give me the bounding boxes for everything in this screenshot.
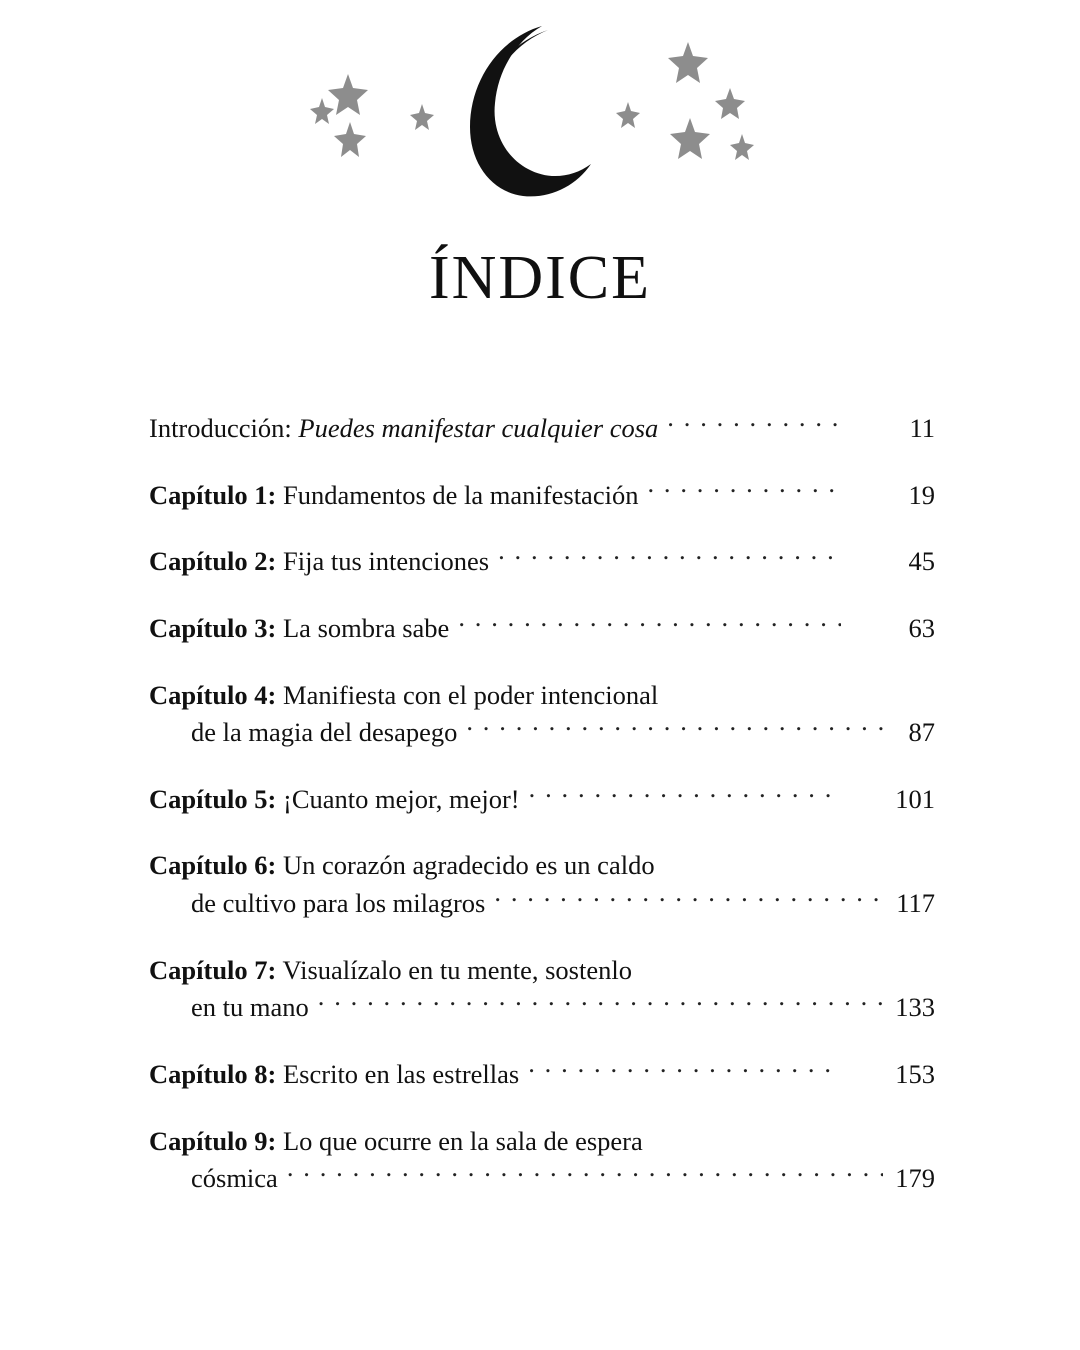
star-icon xyxy=(715,88,745,119)
toc-entry[interactable] xyxy=(149,1123,935,1198)
toc-entry-text xyxy=(149,1123,849,1198)
star-icon xyxy=(334,122,366,157)
toc-entry-label: Capítulo 5: ¡Cuanto mejor, mejor! xyxy=(149,783,520,814)
toc-entry-page: 63 xyxy=(908,612,935,643)
dot-leader xyxy=(647,477,841,504)
toc-entry-text xyxy=(149,1056,849,1094)
dot-leader xyxy=(667,411,841,438)
dot-leader xyxy=(498,544,841,571)
toc-entry-page: 87 xyxy=(908,717,935,748)
toc-entry[interactable] xyxy=(149,952,935,1027)
toc-entry-page: 179 xyxy=(895,1163,935,1194)
toc-entry-subtitle: de la magia del desapego xyxy=(191,717,458,748)
toc-entry-text xyxy=(149,952,849,1027)
toc-entry-text xyxy=(149,477,849,515)
toc-entry[interactable] xyxy=(149,610,935,648)
table-of-contents xyxy=(145,410,935,1198)
dot-leader xyxy=(528,1056,841,1083)
toc-entry-subtitle: de cultivo para los milagros xyxy=(191,888,486,918)
toc-entry[interactable] xyxy=(149,781,935,819)
toc-entry-page: 117 xyxy=(896,888,935,918)
toc-entry[interactable] xyxy=(149,1056,935,1094)
toc-entry-page: 19 xyxy=(908,479,935,510)
star-icon xyxy=(730,134,754,160)
star-icon xyxy=(670,118,710,159)
toc-entry-page: 153 xyxy=(895,1058,935,1089)
toc-entry-text xyxy=(149,847,849,922)
toc-entry-label: Capítulo 2: Fija tus intenciones xyxy=(149,546,490,577)
toc-entry-label: Capítulo 3: La sombra sabe xyxy=(149,612,450,643)
star-icon xyxy=(410,104,434,130)
toc-entry[interactable] xyxy=(149,410,935,448)
star-icon xyxy=(668,42,708,83)
toc-entry[interactable] xyxy=(149,847,935,922)
star-icon xyxy=(328,74,368,115)
toc-entry-page: 11 xyxy=(909,413,935,443)
toc-entry-label: Capítulo 4: Manifiesta con el poder intencional xyxy=(149,679,659,710)
toc-entry-subtitle: cósmica xyxy=(191,1163,278,1194)
toc-entry[interactable] xyxy=(149,543,935,581)
star-icon xyxy=(310,98,334,124)
toc-entry-label: Capítulo 1: Fundamentos de la manifestación xyxy=(149,479,639,510)
toc-entry-text xyxy=(149,543,849,581)
dot-leader xyxy=(529,781,841,808)
page-title: ÍNDICE xyxy=(428,244,652,312)
ornament-illustration xyxy=(0,0,1080,215)
toc-entry-subtitle: en tu mano xyxy=(191,992,309,1023)
toc-entry-label: Capítulo 9: Lo que ocurre en la sala de espera xyxy=(149,1125,643,1156)
toc-entry-text xyxy=(149,610,849,648)
dot-leader xyxy=(494,886,883,913)
toc-entry-label: Capítulo 8: Escrito en las estrellas xyxy=(149,1058,520,1089)
toc-entry-page: 133 xyxy=(895,992,935,1023)
dot-leader xyxy=(458,610,841,637)
toc-entry-label: Capítulo 6: Un corazón agradecido es un caldo xyxy=(149,850,655,881)
toc-entry-page: 45 xyxy=(908,546,935,577)
toc-entry-text xyxy=(149,781,849,819)
crescent-moon-with-face-icon xyxy=(470,26,591,196)
toc-entry-page: 101 xyxy=(895,783,935,814)
dot-leader xyxy=(318,990,883,1017)
star-cluster xyxy=(310,42,754,160)
toc-entry-text xyxy=(149,677,849,752)
toc-entry-label: Capítulo 7: Visualízalo en tu mente, sostenlo xyxy=(149,954,632,985)
toc-entry[interactable] xyxy=(149,477,935,515)
moon-and-stars-graphic xyxy=(310,22,770,197)
toc-entry-label: Introducción: Puedes manifestar cualquier cosa xyxy=(149,413,659,443)
star-icon xyxy=(616,102,640,128)
dot-leader xyxy=(466,715,883,742)
toc-entry-text xyxy=(149,410,849,448)
dot-leader xyxy=(287,1161,883,1188)
toc-entry[interactable] xyxy=(149,677,935,752)
